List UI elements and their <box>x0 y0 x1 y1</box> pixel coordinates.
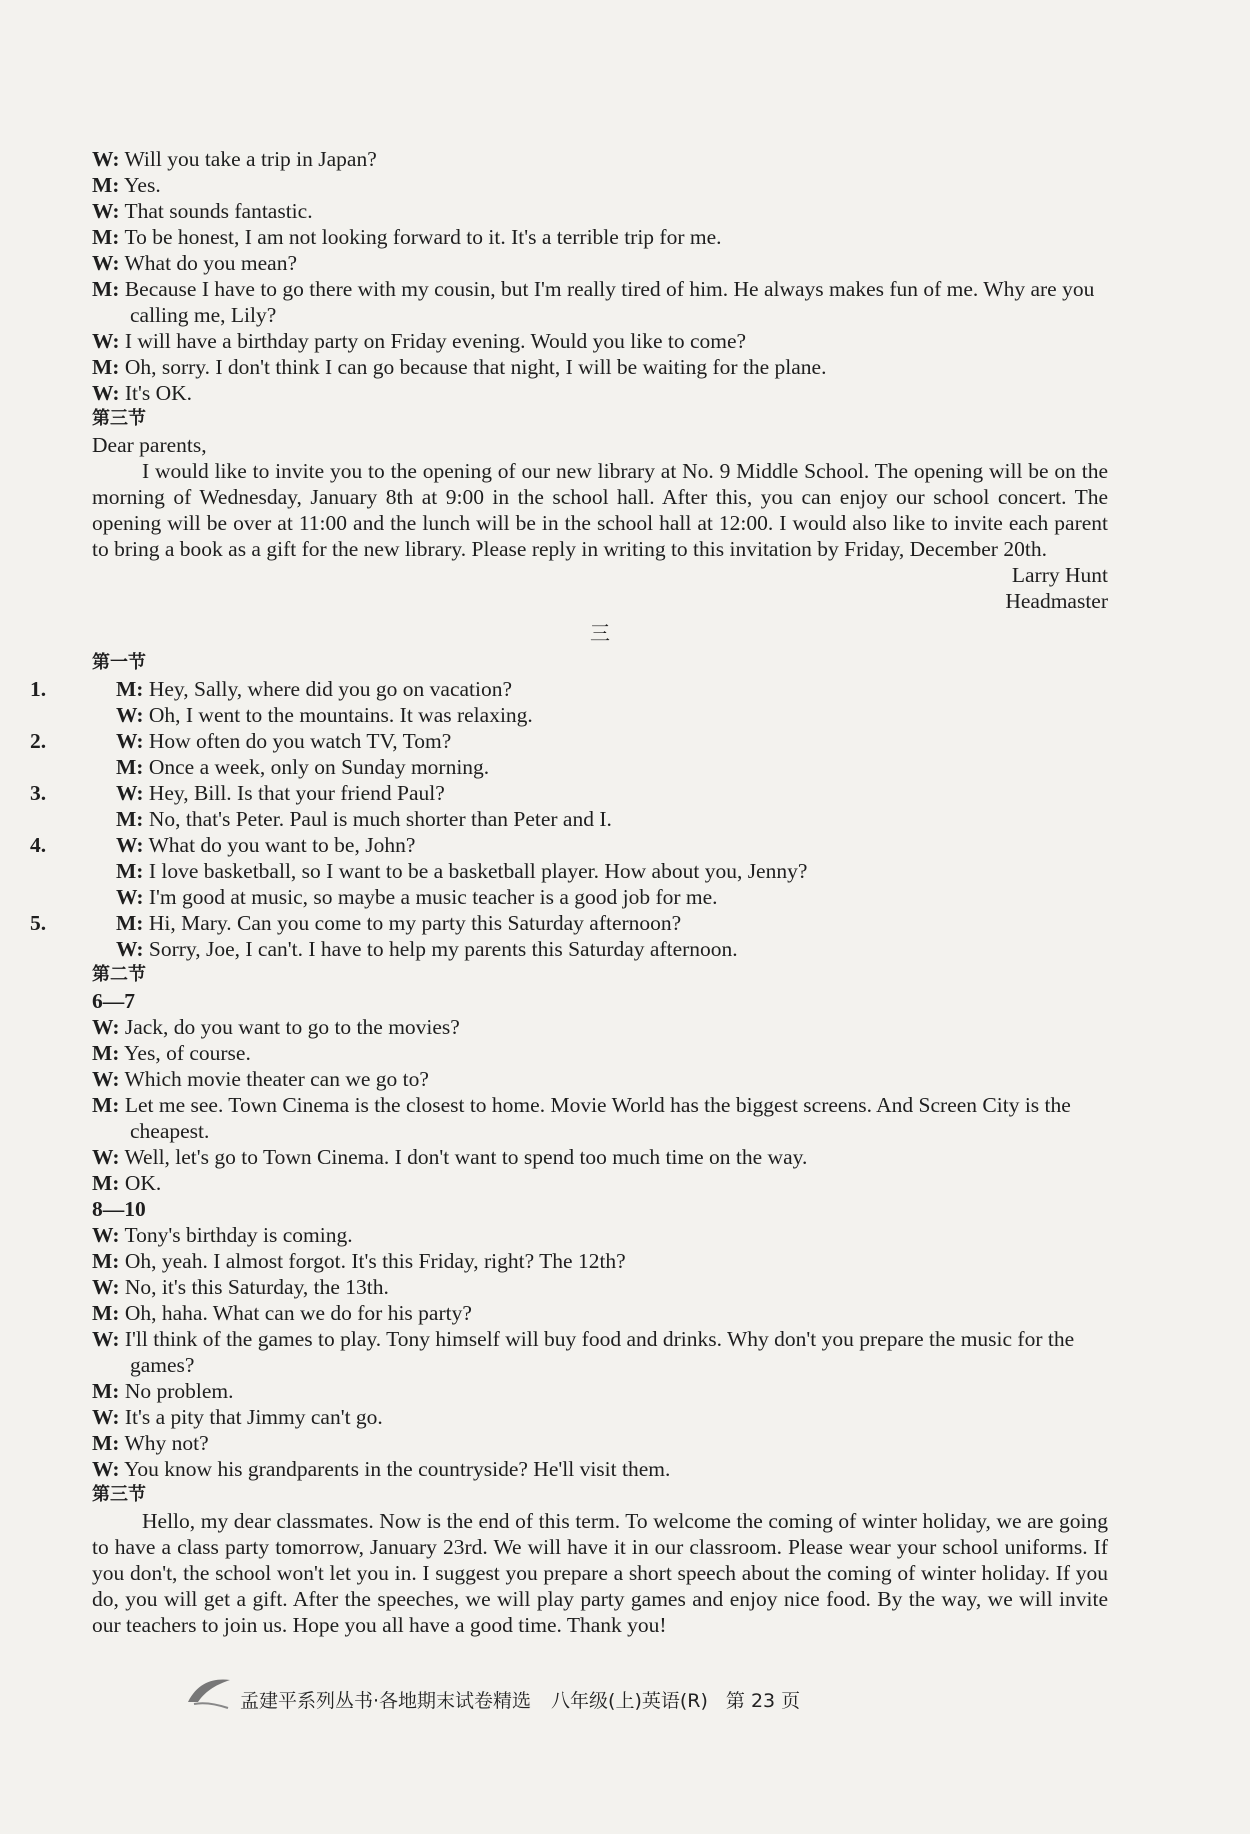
dialogue-line <box>92 1248 1108 1274</box>
dialogue-text: Oh, haha. What can we do for his party? <box>124 1301 472 1325</box>
short-dialogues <box>30 676 1108 962</box>
dialogue-text: You know his grandparents in the countryside? He'll visit them. <box>124 1457 671 1481</box>
speaker-label: W: <box>92 1327 120 1351</box>
speaker-label: M: <box>92 355 120 379</box>
dialogue-text: Tony's birthday is coming. <box>124 1223 353 1247</box>
letter-signature-title: Headmaster <box>1005 589 1108 613</box>
speaker-label: M: <box>116 755 144 779</box>
letter-body: I would like to invite you to the opening of our new library at No. 9 Middle School. The opening will be on the morning of Wednesday, January 8th at 9:00 in the school hall. After this, you can enjoy our school concert. The opening will be over at 11:00 and the lunch will be in the school hall at 12:00. I would also like to invite each parent to bring a book as a gift for the new library. Please reply in writing to this invitation by Friday, December 20th. <box>92 459 1108 561</box>
page-content <box>30 146 1108 1638</box>
section-heading: 第一节 <box>92 652 146 673</box>
speaker-label: W: <box>92 1223 120 1247</box>
dialogue-text: To be honest, I am not looking forward to it. It's a terrible trip for me. <box>124 225 722 249</box>
dialogue-line <box>92 1066 1108 1092</box>
question-number: 3. <box>30 781 47 805</box>
part-numeral: 三 <box>590 621 610 645</box>
speaker-label: W: <box>116 781 144 805</box>
dialogue-line <box>92 172 1108 198</box>
footer-page-number: 第 23 页 <box>725 1690 801 1712</box>
dialogue-line <box>92 1378 1108 1404</box>
speaker-label: M: <box>92 277 120 301</box>
dialogue-movies <box>92 1014 1108 1196</box>
letter-greeting: Dear parents, <box>92 433 207 457</box>
section-heading: 第三节 <box>92 408 146 429</box>
dialogue-text: No, that's Peter. Paul is much shorter than Peter and I. <box>148 807 612 831</box>
speaker-label: W: <box>92 381 120 405</box>
dialogue-line <box>92 702 1108 728</box>
dialogue-text: No problem. <box>124 1379 234 1403</box>
speaker-label: M: <box>92 173 120 197</box>
dialogue-text: It's OK. <box>124 381 193 405</box>
dialogue-text: Because I have to go there with my cousin, but I'm really tired of him. He always makes fun of me. Why are you calling me, Lily? <box>124 277 1095 327</box>
speaker-label: M: <box>116 807 144 831</box>
dialogue-text: Will you take a trip in Japan? <box>124 147 377 171</box>
dialogue-line <box>92 1014 1108 1040</box>
speaker-label: M: <box>92 1041 120 1065</box>
dialogue-line <box>92 1430 1108 1456</box>
speaker-label: W: <box>92 1015 120 1039</box>
dialogue-line <box>92 198 1108 224</box>
dialogue-text: Which movie theater can we go to? <box>124 1067 429 1091</box>
dialogue-line <box>92 754 1108 780</box>
dialogue-line <box>92 1040 1108 1066</box>
dialogue-text: I'll think of the games to play. Tony himself will buy food and drinks. Why don't you prepare the music for the games? <box>124 1327 1075 1377</box>
dialogue-text: It's a pity that Jimmy can't go. <box>124 1405 383 1429</box>
page-footer <box>170 1686 970 1713</box>
dialogue-text: No, it's this Saturday, the 13th. <box>124 1275 389 1299</box>
dialogue-section2-end <box>92 146 1108 406</box>
speaker-label: M: <box>92 225 120 249</box>
dialogue-text: Yes, of course. <box>124 1041 251 1065</box>
dialogue-line <box>92 146 1108 172</box>
speaker-label: W: <box>116 885 144 909</box>
dialogue-line <box>92 1092 1108 1144</box>
speaker-label: W: <box>92 1405 120 1429</box>
dialogue-line <box>92 884 1108 910</box>
dialogue-text: Yes. <box>124 173 161 197</box>
dialogue-line <box>92 1222 1108 1248</box>
question-line <box>30 832 1108 858</box>
speaker-label: W: <box>116 729 144 753</box>
dialogue-text: Let me see. Town Cinema is the closest to home. Movie World has the biggest screens. And Screen City is the cheapest. <box>124 1093 1071 1143</box>
speaker-label: M: <box>92 1431 120 1455</box>
speaker-label: W: <box>116 937 144 961</box>
speaker-label: W: <box>92 1067 120 1091</box>
question-line <box>30 780 1108 806</box>
dialogue-text: Why not? <box>124 1431 209 1455</box>
dialogue-text: What do you want to be, John? <box>148 833 416 857</box>
section-heading: 第三节 <box>92 1484 146 1505</box>
dialogue-text: Oh, yeah. I almost forgot. It's this Friday, right? The 12th? <box>124 1249 626 1273</box>
dialogue-line <box>92 224 1108 250</box>
question-range: 8—10 <box>92 1197 146 1221</box>
dialogue-text: Hi, Mary. Can you come to my party this Saturday afternoon? <box>148 911 682 935</box>
letter-signature-name: Larry Hunt <box>1011 563 1108 587</box>
dialogue-text: Once a week, only on Sunday morning. <box>148 755 490 779</box>
dialogue-text: Oh, I went to the mountains. It was relaxing. <box>148 703 533 727</box>
dialogue-line <box>92 1170 1108 1196</box>
dialogue-text: Jack, do you want to go to the movies? <box>124 1015 460 1039</box>
speaker-label: W: <box>92 1275 120 1299</box>
dialogue-text: I love basketball, so I want to be a basketball player. How about you, Jenny? <box>148 859 808 883</box>
dialogue-line <box>92 806 1108 832</box>
dialogue-line <box>92 1404 1108 1430</box>
dialogue-line <box>92 354 1108 380</box>
dialogue-text: What do you mean? <box>124 251 298 275</box>
speaker-label: M: <box>116 911 144 935</box>
question-line <box>30 728 1108 754</box>
dialogue-text: That sounds fantastic. <box>124 199 313 223</box>
speaker-label: M: <box>92 1249 120 1273</box>
speaker-label: M: <box>116 677 144 701</box>
speech-text: Hello, my dear classmates. Now is the end of this term. To welcome the coming of winter holiday, we are going to have a class party tomorrow, January 23rd. We will have it in our classroom. Please wear your school uniforms. If you don't, the school won't let you in. I suggest you prepare a short speech about the coming of winter holiday. If you do, you will get a gift. After the speeches, we will play party games and enjoy nice food. By the way, we will invite our teachers to join us. Hope you all have a good time. Thank you! <box>92 1509 1108 1637</box>
dialogue-text: Oh, sorry. I don't think I can go because that night, I will be waiting for the plane. <box>124 355 827 379</box>
question-line <box>30 676 1108 702</box>
speaker-label: M: <box>92 1093 120 1117</box>
dialogue-text: Hey, Sally, where did you go on vacation? <box>148 677 513 701</box>
dialogue-line <box>92 1144 1108 1170</box>
footer-series: 孟建平系列丛书·各地期末试卷精选 <box>240 1690 532 1712</box>
speaker-label: W: <box>92 1145 120 1169</box>
question-number: 2. <box>30 729 47 753</box>
dialogue-text: How often do you watch TV, Tom? <box>148 729 452 753</box>
question-number: 1. <box>30 677 47 701</box>
speaker-label: W: <box>92 1457 120 1481</box>
speaker-label: W: <box>92 147 120 171</box>
speaker-label: M: <box>92 1171 120 1195</box>
speaker-label: W: <box>116 833 144 857</box>
dialogue-line <box>92 1456 1108 1482</box>
dialogue-text: OK. <box>124 1171 162 1195</box>
dialogue-line <box>92 1300 1108 1326</box>
speaker-label: W: <box>92 329 120 353</box>
question-range: 6—7 <box>92 989 135 1013</box>
question-line <box>30 910 1108 936</box>
dialogue-line <box>92 328 1108 354</box>
speaker-label: M: <box>92 1379 120 1403</box>
dialogue-text: Well, let's go to Town Cinema. I don't want to spend too much time on the way. <box>124 1145 808 1169</box>
dialogue-line <box>92 380 1108 406</box>
dialogue-text: I will have a birthday party on Friday evening. Would you like to come? <box>124 329 747 353</box>
speaker-label: W: <box>92 251 120 275</box>
footer-grade: 八年级(上)英语(R) <box>551 1690 708 1712</box>
dialogue-line <box>92 250 1108 276</box>
question-number: 5. <box>30 911 47 935</box>
speaker-label: M: <box>92 1301 120 1325</box>
dialogue-line <box>92 1274 1108 1300</box>
speaker-label: W: <box>92 199 120 223</box>
dialogue-text: Hey, Bill. Is that your friend Paul? <box>148 781 445 805</box>
speaker-label: W: <box>116 703 144 727</box>
dialogue-text: Sorry, Joe, I can't. I have to help my parents this Saturday afternoon. <box>148 937 738 961</box>
section-heading: 第二节 <box>92 964 146 985</box>
dialogue-line <box>92 858 1108 884</box>
dialogue-birthday <box>92 1222 1108 1482</box>
dialogue-line <box>92 276 1108 328</box>
dialogue-text: I'm good at music, so maybe a music teacher is a good job for me. <box>148 885 718 909</box>
speaker-label: M: <box>116 859 144 883</box>
dialogue-line <box>92 1326 1108 1378</box>
dialogue-line <box>92 936 1108 962</box>
question-number: 4. <box>30 833 47 857</box>
